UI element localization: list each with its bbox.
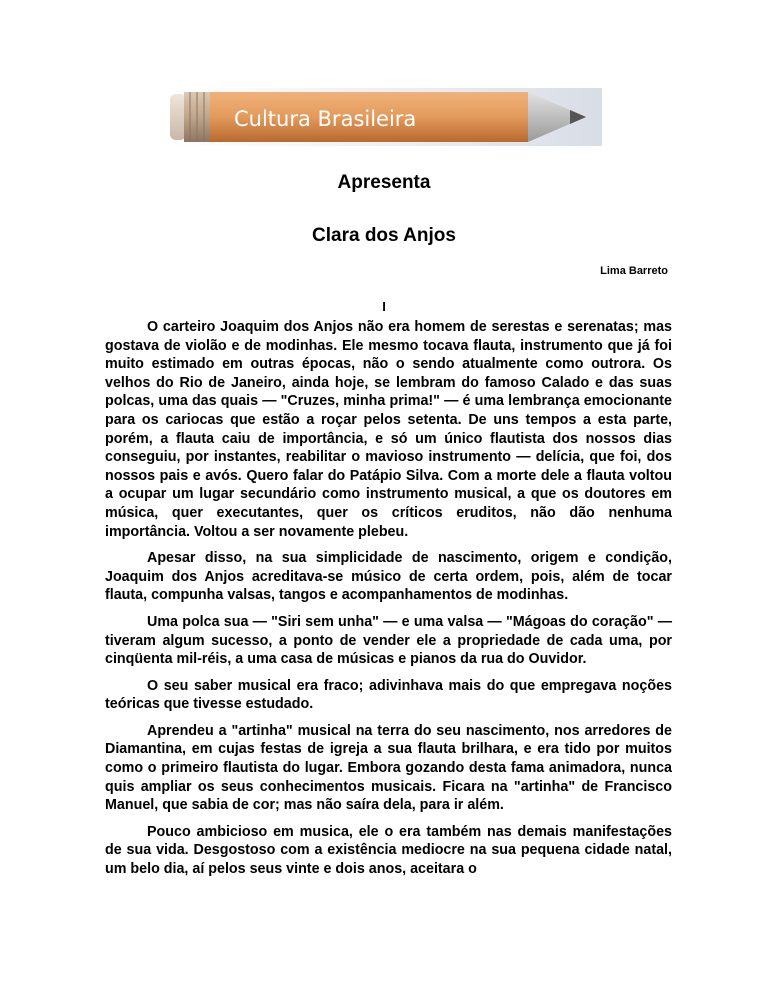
- cultura-brasileira-banner: [166, 88, 602, 146]
- page-title: Clara dos Anjos: [312, 225, 456, 246]
- presents-heading: Apresenta: [337, 172, 431, 193]
- paragraph: Aprendeu a "artinha" musical na terra do seu nascimento, nos arredores de Diamantina, em cujas festas de igreja a sua flauta brilhara, e era tido por muitos como o primeiro flautista do lugar. Embora gozando desta fama animadora, nunca quis ampliar os seus conhecimentos musicais. Ficara na "artinha" de Francisco Manuel, que sabia de cor; mas não saíra dela, para ir além.: [105, 722, 672, 814]
- author-name: Lima Barreto: [600, 265, 668, 277]
- paragraph: O seu saber musical era fraco; adivinhava mais do que empregava noções teóricas que tivesse estudado.: [105, 677, 672, 713]
- paragraph: O carteiro Joaquim dos Anjos não era homem de serestas e serenatas; mas gostava de violão e de modinhas. Ele mesmo tocava flauta, instrumento que já foi muito estimado em outras épocas, não o sendo atualmente como outrora. Os velhos do Rio de Janeiro, ainda hoje, se lembram do famoso Calado e das suas polcas, uma das quais — "Cruzes, minha prima!" — é uma lembrança emocionante para os cariocas que estão a roçar pelos setenta. De uns tempos a esta parte, porém, a flauta caiu de importância, e só um único flautista dos nossos dias conseguiu, por instantes, reabilitar o mavioso instrumento — delícia, que foi, dos nossos pais e avós. Quero falar do Patápio Silva. Com a morte dele a flauta voltou a ocupar um lugar secundário como instrumento musical, a que os doutores em música, quer executantes, quer os críticos eruditos, não dão nenhuma importância. Voltou a ser novamente plebeu.: [105, 319, 672, 540]
- paragraph: Apesar disso, na sua simplicidade de nascimento, origem e condição, Joaquim dos Anjos acreditava-se músico de certa ordem, pois, além de tocar flauta, compunha valsas, tangos e acompanhamentos de modinhas.: [105, 550, 672, 604]
- paragraph: Uma polca sua — "Siri sem unha" — e uma valsa — "Mágoas do coração" — tiveram algum sucesso, a ponto de vender ele a propriedade de cada uma, por cinqüenta mil-réis, a uma casa de músicas e pianos da rua do Ouvidor.: [105, 613, 672, 668]
- chapter-body: [105, 318, 672, 887]
- paragraph: Pouco ambicioso em musica, ele o era também nas demais manifestações de sua vida. Desgostoso com a existência mediocre na sua pequena cidade natal, um belo dia, aí pelos seus vinte e dois anos, aceitara o: [105, 823, 672, 878]
- pencil-icon: [166, 88, 602, 146]
- banner-text: Cultura Brasileira: [234, 107, 417, 131]
- chapter-number: I: [382, 299, 386, 314]
